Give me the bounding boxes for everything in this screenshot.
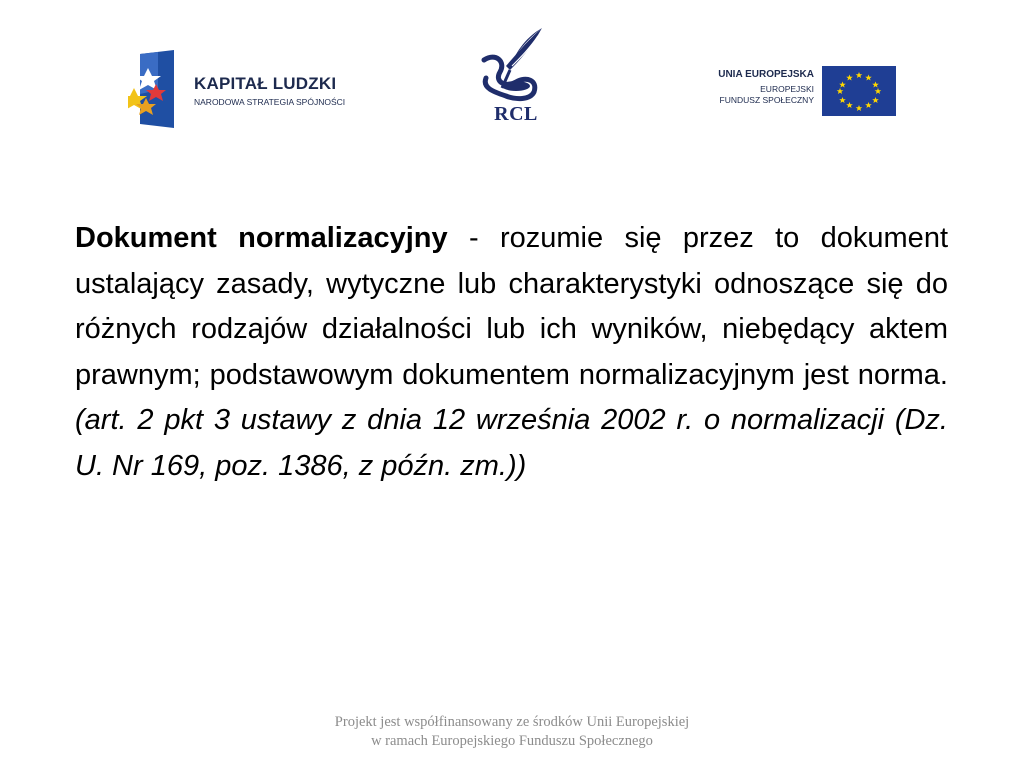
defined-term: Dokument normalizacyjny	[75, 222, 448, 254]
rcl-logo	[476, 26, 556, 130]
europejski-label: EUROPEJSKI	[760, 84, 814, 94]
definition-paragraph	[75, 216, 948, 489]
kapital-ludzki-subtitle: NARODOWA STRATEGIA SPÓJNOŚCI	[194, 97, 346, 107]
kapital-ludzki-logo	[128, 50, 378, 130]
footer-line-2: w ramach Europejskiego Funduszu Społecznego	[371, 733, 653, 749]
legal-citation: (art. 2 pkt 3 ustawy z dnia 12 września 2002 r. o normalizacji (Dz. U. Nr 169, poz. 1386, z późn. zm.))	[75, 404, 948, 482]
quill-scroll-icon	[476, 26, 556, 106]
kapital-ludzki-title: KAPITAŁ LUDZKI	[194, 74, 337, 93]
definition-text: - rozumie się przez to dokument ustalający zasady, wytyczne lub charakterystyki odnoszące się do różnych rodzajów działalności lub ich wyników, niebędący aktem prawnym; podstawowym dokumentem normalizacyjnym jest norma.	[75, 222, 949, 391]
unia-europejska-logo	[702, 64, 902, 120]
footer-line-1: Projekt jest współfinansowany ze środków Unii Europejskiej	[334, 714, 690, 730]
kapital-ludzki-emblem-icon	[128, 50, 188, 130]
fundusz-spoleczny-label: FUNDUSZ SPOŁECZNY	[719, 95, 814, 105]
eu-flag-icon	[822, 66, 896, 116]
rcl-label: RCL	[494, 103, 538, 125]
footer-funding-note	[212, 713, 812, 751]
unia-europejska-title: UNIA EUROPEJSKA	[718, 69, 814, 80]
